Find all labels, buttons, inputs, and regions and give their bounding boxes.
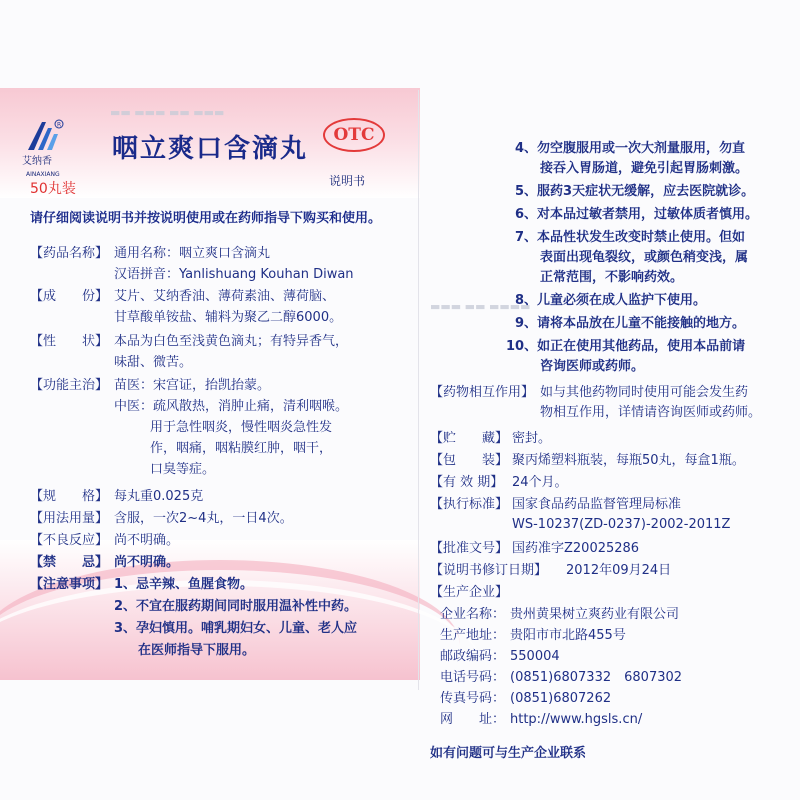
precaution-item: 10、如正在使用其他药品，使用本品前请: [506, 339, 746, 354]
manufacturer-key: 生产地址：: [440, 628, 506, 643]
dosage-value: 含服，一次2~4丸，一日4次。: [114, 511, 293, 526]
manufacturer-key: 传真号码：: [440, 691, 506, 706]
precaution-item: 正常范围，不影响药效。: [540, 270, 684, 285]
packaging-label: 【包 装】: [430, 453, 509, 468]
manufacturer-key: 邮政编码：: [440, 649, 506, 664]
package-count: 50丸装: [30, 181, 76, 197]
properties-label: 【性 状】: [30, 334, 109, 349]
properties-line: 味甜、微苦。: [114, 355, 193, 370]
indications-label: 【功能主治】: [30, 378, 109, 393]
standard-label: 【执行标准】: [430, 497, 509, 512]
dosage-label: 【用法用量】: [30, 511, 109, 526]
precaution-item: 2、不宜在服药期间同时服用温补性中药。: [114, 599, 358, 614]
postal-code: 550004: [510, 649, 560, 664]
revision-date: 2012年09月24日: [566, 563, 672, 578]
precaution-item: 1、忌辛辣、鱼腥食物。: [114, 577, 254, 592]
indications-line: 作，咽痛，咽粘膜红肿，咽干，: [150, 441, 333, 456]
manufacturer-key: 网 址：: [440, 712, 506, 727]
ingredients-line: 甘草酸单铵盐、辅料为聚乙二醇6000。: [114, 310, 343, 325]
standard-line: WS-10237(ZD-0237)-2002-2011Z: [512, 517, 731, 532]
manufacturer-name: 贵州黄果树立爽药业有限公司: [510, 607, 680, 622]
storage-label: 【贮 藏】: [430, 431, 509, 446]
precaution-item: 4、勿空腹服用或一次大剂量服用，勿直: [515, 141, 746, 156]
precaution-item: 8、儿童必须在成人监护下使用。: [515, 293, 707, 308]
precaution-item: 9、请将本品放在儿童不能接触的地方。: [515, 316, 746, 331]
approval-label: 【批准文号】: [430, 541, 509, 556]
precaution-item: 3、孕妇慎用。哺乳期妇女、儿童、老人应: [114, 621, 358, 636]
approval-number: 国药准字Z20025286: [512, 541, 640, 556]
ingredients-line: 艾片、艾纳香油、薄荷素油、薄荷脑、: [114, 289, 336, 304]
website: http://www.hgsls.cn/: [510, 712, 643, 727]
ingredients-label: 【成 份】: [30, 289, 109, 304]
bleed-through-text: ▬▬ ▬▬▬ ▬▬ ▬▬▬: [110, 106, 225, 119]
name-label: 【药品名称】: [30, 246, 109, 261]
interactions-line: 如与其他药物同时使用可能会发生药: [540, 385, 749, 400]
manufacturer-key: 电话号码：: [440, 670, 506, 685]
contact-note: 如有问题可与生产企业联系: [430, 746, 587, 761]
brand-name-en: AINAXIANG: [26, 171, 60, 178]
manufacturer-label: 【生产企业】: [430, 585, 509, 600]
panel-divider: [418, 90, 419, 690]
spec-value: 每丸重0.025克: [114, 489, 204, 504]
precautions-label: 【注意事项】: [30, 577, 109, 592]
validity-label: 【有 效 期】: [430, 475, 504, 490]
packaging-value: 聚丙烯塑料瓶装，每瓶50丸，每盒1瓶。: [512, 453, 745, 468]
indications-line: 用于急性咽炎，慢性咽炎急性发: [150, 420, 333, 435]
interactions-label: 【药物相互作用】: [430, 385, 535, 400]
manufacturer-address: 贵阳市市北路455号: [510, 628, 626, 643]
precaution-item: 5、服药3天症状无缓解，应去医院就诊。: [515, 184, 755, 199]
standard-line: 国家食品药品监督管理局标准: [512, 497, 682, 512]
brand-name-cn: 艾纳香: [22, 156, 52, 167]
precaution-item: 7、本品性状发生改变时禁止使用。但如: [515, 230, 746, 245]
indications-line: 苗医：宋宫证，抬凯抬蒙。: [114, 378, 271, 393]
properties-line: 本品为白色至浅黄色滴丸；有特异香气，: [114, 334, 349, 349]
brand-logo-icon: [24, 118, 64, 154]
interactions-line: 物相互作用，详情请咨询医师或药师。: [540, 405, 762, 420]
bleed-through-text: ▬▬▬ ▬▬ ▬▬▬▬: [430, 300, 531, 313]
precaution-item: 接吞入胃肠道，避免引起胃肠刺激。: [540, 161, 749, 176]
adverse-value: 尚不明确。: [114, 533, 180, 548]
precaution-item: 在医师指导下服用。: [138, 643, 256, 658]
otc-badge: OTC: [323, 118, 385, 152]
fax-number: (0851)6807262: [510, 691, 612, 706]
phone-number: (0851)6807332 6807302: [510, 670, 683, 685]
validity-value: 24个月。: [512, 475, 568, 490]
precaution-item: 6、对本品过敏者禁用，过敏体质者慎用。: [515, 207, 759, 222]
svg-text:R: R: [57, 121, 62, 129]
contraindications-label: 【禁 忌】: [30, 555, 109, 570]
manufacturer-key: 企业名称：: [440, 607, 506, 622]
pinyin-name: 汉语拼音：Yanlishuang Kouhan Diwan: [114, 267, 354, 282]
storage-value: 密封。: [512, 431, 552, 446]
revision-label: 【说明书修订日期】: [430, 563, 548, 578]
generic-name: 通用名称：咽立爽口含滴丸: [114, 246, 271, 261]
indications-line: 口臭等症。: [150, 462, 216, 477]
precaution-item: 咨询医师或药师。: [540, 359, 645, 374]
product-title: 咽立爽口含滴丸: [112, 134, 309, 164]
usage-notice: 请仔细阅读说明书并按说明使用或在药师指导下购买和使用。: [30, 211, 382, 226]
indications-line: 中医：疏风散热，消肿止痛，清利咽喉。: [114, 399, 349, 414]
spec-label: 【规 格】: [30, 489, 109, 504]
instructions-label: 说明书: [329, 174, 366, 188]
contraindications-value: 尚不明确。: [114, 555, 180, 570]
adverse-label: 【不良反应】: [30, 533, 109, 548]
precaution-item: 表面出现龟裂纹，或颜色稍变浅，属: [540, 250, 749, 265]
